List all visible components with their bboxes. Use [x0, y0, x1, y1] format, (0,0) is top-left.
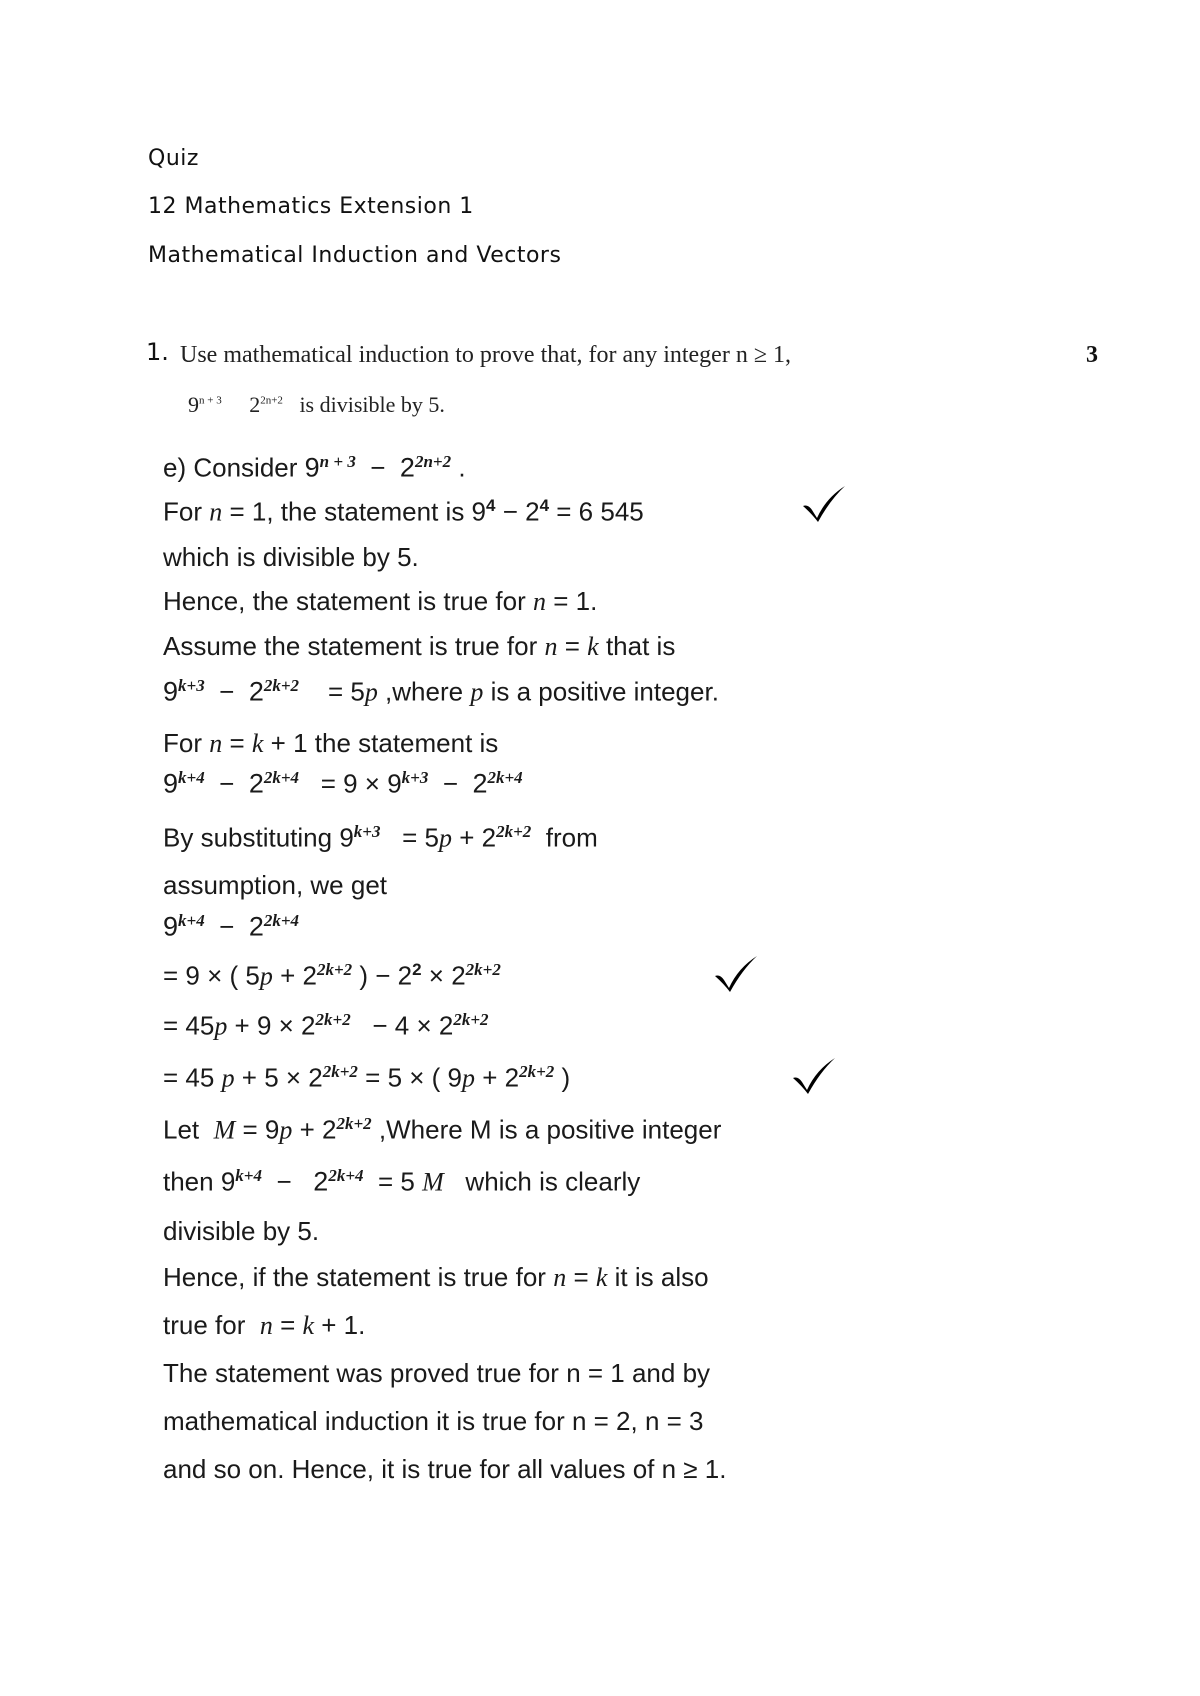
quiz-title: Quiz: [148, 146, 199, 171]
solution-line-13: = $45p + 9 \times 2^{2k+2} - 4 \times 2^{2k+2}$: [163, 1010, 489, 1041]
solution-line-15: Let $M = 9p + 2^{2k+2}$ ,Where M is a positive integer: [163, 1114, 722, 1145]
question-number: 1.: [146, 338, 169, 366]
question-expression: $9^{n + 3}$ $2^{2n+2}$ is divisible by 5.: [188, 392, 445, 417]
solution-line-17: divisible by 5.: [163, 1216, 320, 1246]
solution-line-9: By substituting $9^{k+3}$ = $5p + 2^{2k+2}$ from: [163, 822, 598, 853]
question-prompt: Use mathematical induction to prove that, for any integer n ≥ 1,: [180, 342, 791, 368]
solution-line-16: then $9^{k+4}$ − $2^{2k+4} = 5$ M which is clearly: [163, 1166, 641, 1197]
solution-line-20: The statement was proved true for n = 1 and by: [163, 1358, 711, 1388]
solution-line-14: = 45 $p + 5 \times 2^{2k+2} = 5$ × ( $9p + 2^{2k+2}$ ): [163, 1062, 571, 1093]
solution-line-10: assumption, we get: [163, 870, 388, 900]
checkmark-icon: [800, 484, 848, 524]
solution-line-11: $9^{k+4} - 2^{2k+4}$: [163, 911, 300, 942]
solution-line-6: $9^{k+3} - 2^{2k+2}$ = 5p ,where p is a positive integer.: [163, 676, 719, 707]
solution-line-4: Hence, the statement is true for n = 1.: [163, 586, 598, 616]
solution-line-3: which is divisible by 5.: [163, 542, 419, 572]
solution-line-8: $9^{k+4} - 2^{2k+4}$ = $9 \times 9^{k+3} - 2^{2k+4}$: [163, 768, 523, 799]
topic-title: Mathematical Induction and Vectors: [148, 243, 562, 268]
question-marks: 3: [1086, 342, 1098, 368]
checkmark-icon: [712, 954, 760, 994]
solution-line-12: = 9 × ( $5p + 2^{2k+2}$ ) − $2^2 \times 2^{2k+2}$: [163, 960, 501, 991]
solution-line-19: true for n = k + 1.: [163, 1310, 366, 1340]
solution-line-2: For n = 1, the statement is $9^4 - 2^4 = 6$ 545: [163, 496, 644, 527]
course-name: 12 Mathematics Extension 1: [148, 194, 474, 219]
solution-line-18: Hence, if the statement is true for n = k it is also: [163, 1262, 709, 1292]
checkmark-icon: [790, 1056, 838, 1096]
solution-line-1: e) Consider $9^{n + 3} - 2^{2n+2}$ .: [163, 452, 466, 483]
solution-line-7: For n = k + 1 the statement is: [163, 728, 499, 758]
solution-line-21: mathematical induction it is true for n = 2, n = 3: [163, 1406, 704, 1436]
solution-line-5: Assume the statement is true for n = k that is: [163, 631, 676, 661]
solution-line-22: and so on. Hence, it is true for all values of n ≥ 1.: [163, 1454, 727, 1484]
